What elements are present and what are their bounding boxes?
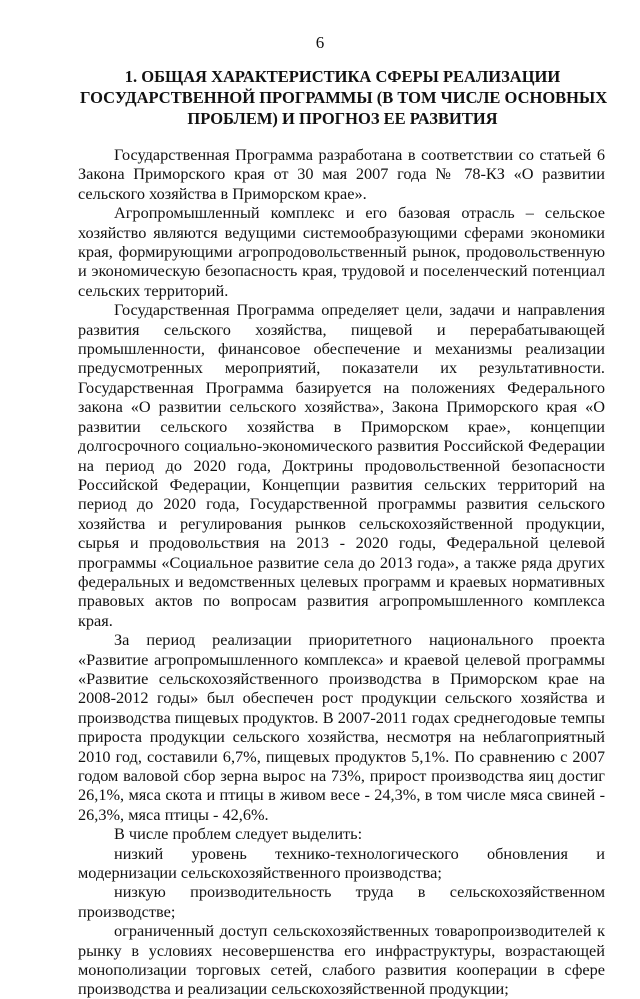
page-number: 6 xyxy=(315,33,325,52)
problem-item: низкую производительность труда в сельскохозяйственном производстве; xyxy=(78,882,605,921)
problem-item: низкий уровень технико-технологического обновления и модернизации сельскохозяйственного производства; xyxy=(78,843,605,883)
paragraph-agro-complex: Агропромышленный комплекс и его базовая отрасль – сельское хозяйство являются ведущими системообразующими сферами экономики края, формирующими агропродовольственный рынок, продовольственную и экономическую безопасность края, трудовой и поселенческий потенциал сельских территорий. xyxy=(78,203,605,300)
paragraph-problems-intro: В числе проблем следует выделить: xyxy=(114,824,363,844)
paragraph-legal-basis: Государственная Программа разработана в соответствии со статьей 6 Закона Приморского края от 30 мая 2007 года № 78-КЗ «О развитии сельского хозяйства в Приморском крае». xyxy=(78,145,605,203)
paragraph-program-goals: Государственная Программа определяет цели, задачи и направления развития сельского хозяйства, пищевой и перерабатывающей промышленности, финансовое обеспечение и механизмы реализации предусмотренных мероприятий, показатели их результативности. Государственная Программа базируется на положениях Федерального закона «О развитии сельского хозяйства», Закона Приморского края «О развитии сельского хозяйства в Приморском крае», концепции долгосрочного социально-экономического развития Российской Федерации на период до 2020 года, Доктрины продовольственной безопасности Российской Федерации, Концепции развития сельских территорий на период до 2020 года, Государственной программы развития сельского хозяйства и регулирования рынков сельскохозяйственной продукции, сырья и продовольствия на 2013 - 2020 годы, Федеральной целевой программы «Социальное развитие села до 2013 года», а также ряда других федеральных и ведомственных целевых программ и краевых нормативных правовых актов по вопросам развития агропромышленного комплекса края. xyxy=(78,300,605,630)
paragraph-results: За период реализации приоритетного национального проекта «Развитие агропромышленного комплекса» и краевой целевой программы «Развитие сельскохозяйственного производства в Приморском крае на 2008-2012 годы» был обеспечен рост продукции сельского хозяйства и производства пищевых продуктов. В 2007-2011 годах среднегодовые темпы прироста продукции сельского хозяйства, несмотря на неблагоприятный 2010 год, составили 6,7%, пищевых продуктов 5,1%. По сравнению с 2007 годом валовой сбор зерна вырос на 73%, прирост производства яиц достиг 26,1%, мяса скота и птицы в живом весе - 24,3%, в том числе мяса свиней - 26,3%, мяса птицы - 42,6%. xyxy=(78,630,605,824)
heading-line: ПРОБЛЕМ) И ПРОГНОЗ ЕЕ РАЗВИТИЯ xyxy=(187,109,498,128)
heading-line: ГОСУДАРСТВЕННОЙ ПРОГРАММЫ (В ТОМ ЧИСЛЕ ОСНОВНЫХ xyxy=(80,88,608,107)
problem-item: ограниченный доступ сельскохозяйственных товаропроизводителей к рынку в условиях несовершенства его инфраструктуры, возрастающей монополизации торговых сетей, слабого развития кооперации в сфере производства и реализации сельскохозяйственной продукции; xyxy=(78,921,605,999)
heading-line: 1. ОБЩАЯ ХАРАКТЕРИСТИКА СФЕРЫ РЕАЛИЗАЦИИ xyxy=(124,67,561,86)
section-heading xyxy=(80,66,608,129)
document-body xyxy=(78,145,605,999)
